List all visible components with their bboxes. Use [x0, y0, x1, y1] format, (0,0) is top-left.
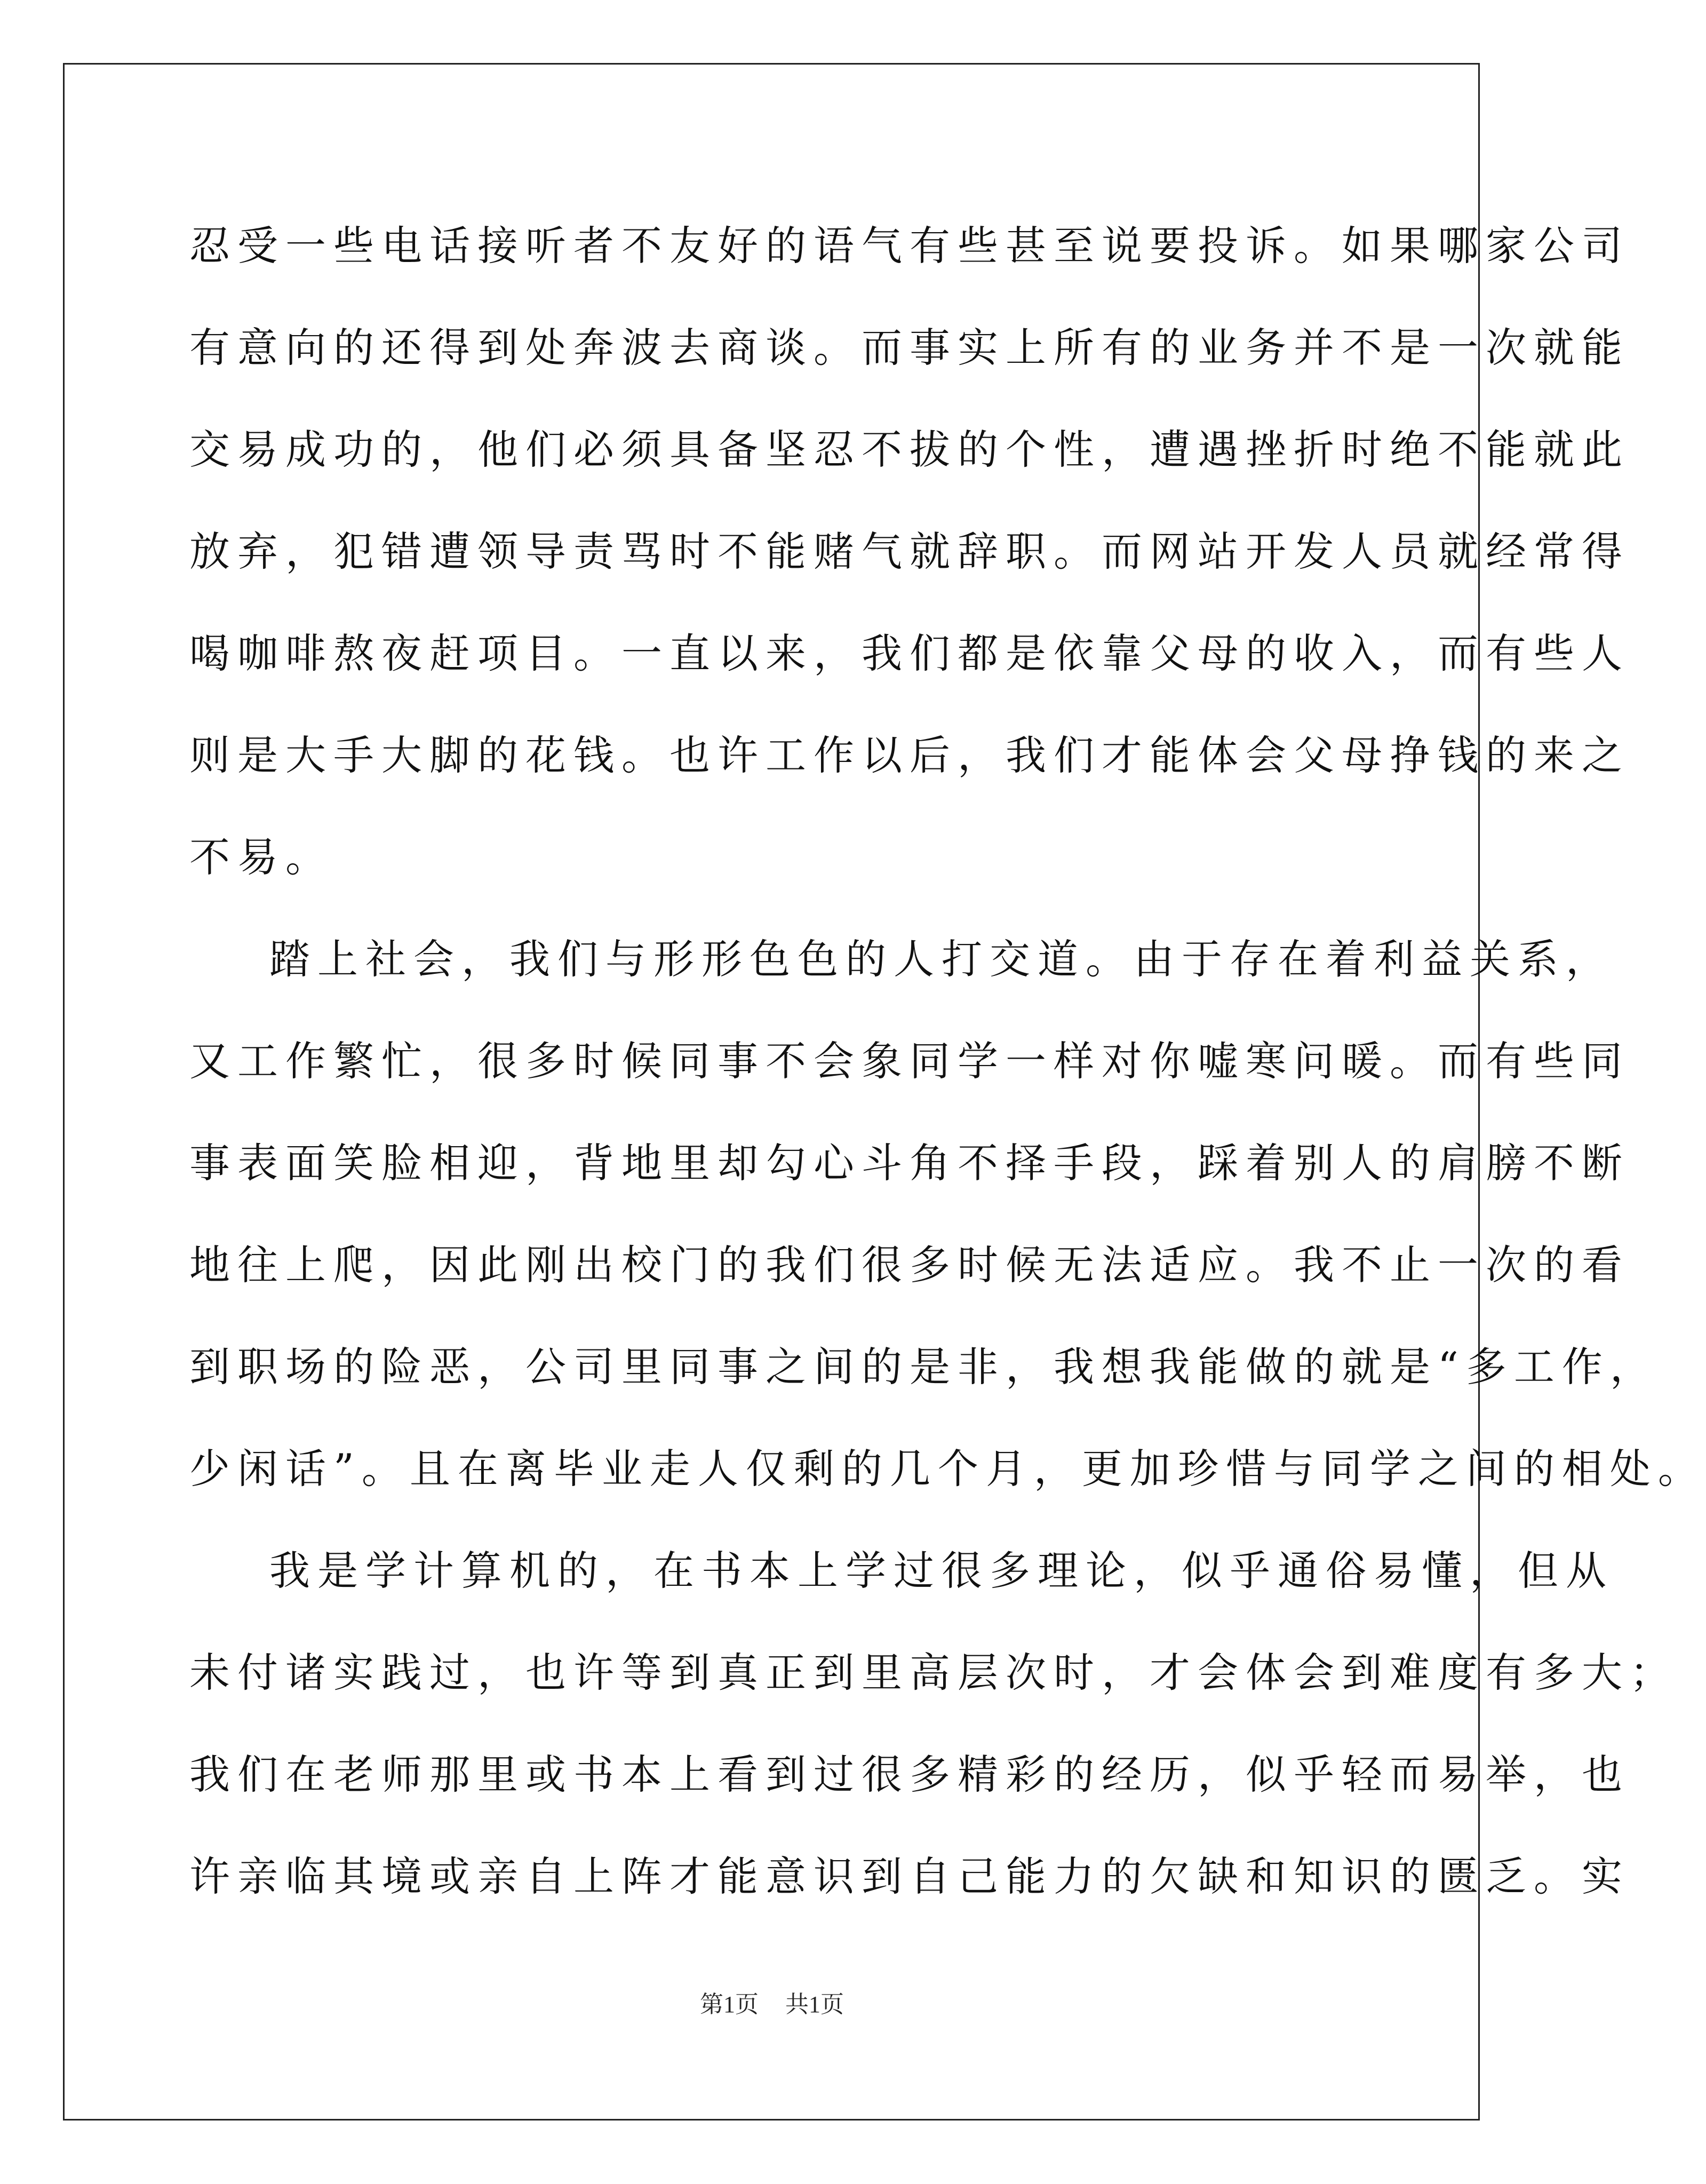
paragraph-first-line: 我是学计算机的，在书本上学过很多理论，似乎通俗易懂，但从 — [269, 1547, 1614, 1594]
text-line: 地往上爬，因此刚出校门的我们很多时候无法适应。我不止一次的看 — [189, 1241, 1630, 1289]
page-total: 共1页 — [785, 1991, 844, 2018]
text-line: 喝咖啡熬夜赶项目。一直以来，我们都是依靠父母的收入，而有些人 — [189, 630, 1630, 677]
text-line: 未付诸实践过，也许等到真正到里高层次时，才会体会到难度有多大； — [189, 1649, 1678, 1696]
text-line: 少闲话”。且在离毕业走人仅剩的几个月，更加珍惜与同学之间的相处。 — [189, 1445, 1706, 1492]
document-body — [189, 195, 1706, 1927]
text-line: 则是大手大脚的花钱。也许工作以后，我们才能体会父母挣钱的来之 — [189, 732, 1630, 779]
text-line: 我们在老师那里或书本上看到过很多精彩的经历，似乎轻而易举，也 — [189, 1751, 1630, 1798]
page-footer — [0, 1985, 1544, 2019]
text-line: 不易。 — [189, 833, 333, 881]
paragraph-first-line: 踏上社会，我们与形形色色的人打交道。由于存在着利益关系， — [269, 935, 1614, 983]
text-line: 许亲临其境或亲自上阵才能意识到自己能力的欠缺和知识的匮乏。实 — [189, 1853, 1630, 1900]
page-number: 第1页 — [700, 1991, 759, 2018]
text-line: 忍受一些电话接听者不友好的语气有些甚至说要投诉。如果哪家公司 — [189, 222, 1630, 269]
text-line: 又工作繁忙，很多时候同事不会象同学一样对你嘘寒问暖。而有些同 — [189, 1037, 1630, 1085]
text-line: 到职场的险恶，公司里同事之间的是非，我想我能做的就是“多工作， — [189, 1343, 1658, 1391]
text-line: 放弃，犯错遭领导责骂时不能赌气就辞职。而网站开发人员就经常得 — [189, 528, 1630, 575]
text-line: 有意向的还得到处奔波去商谈。而事实上所有的业务并不是一次就能 — [189, 324, 1630, 371]
text-line: 事表面笑脸相迎，背地里却勾心斗角不择手段，踩着别人的肩膀不断 — [189, 1139, 1630, 1187]
text-line: 交易成功的，他们必须具备坚忍不拔的个性，遭遇挫折时绝不能就此 — [189, 426, 1630, 473]
